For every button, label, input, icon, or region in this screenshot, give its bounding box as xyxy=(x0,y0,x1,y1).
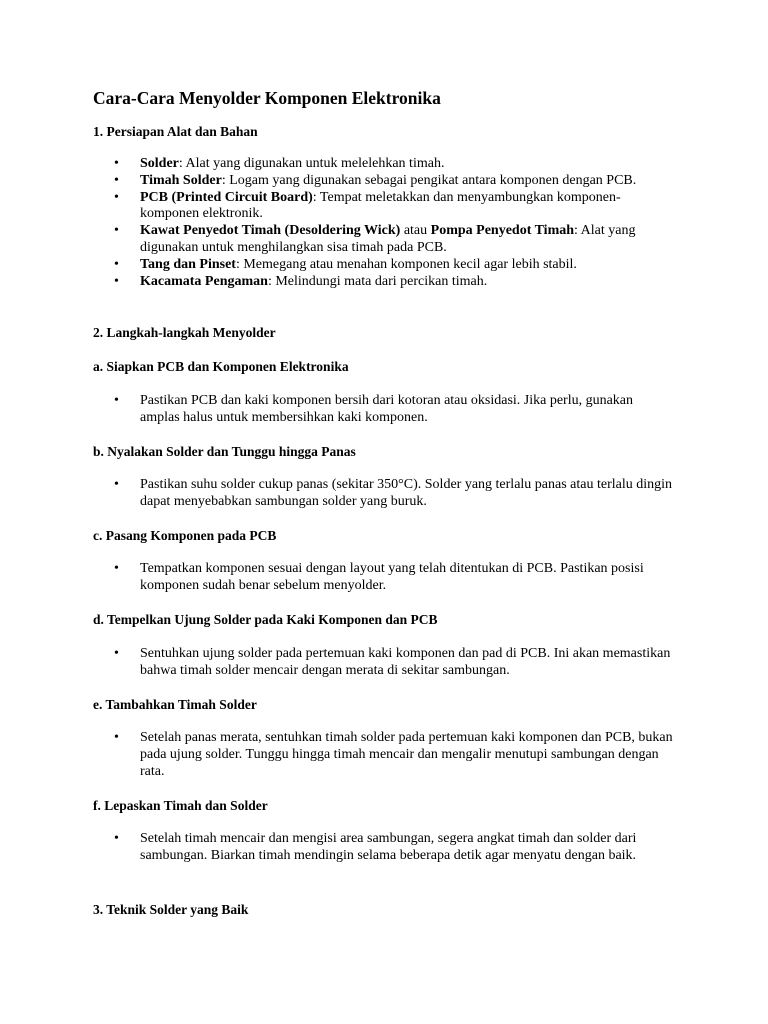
item-text: : Melindungi mata dari percikan timah. xyxy=(267,273,488,289)
item-text: : Logam yang digunakan sebagai pengikat antara komponen dengan PCB. xyxy=(221,172,637,188)
list-item xyxy=(114,257,674,274)
item-text: Tempatkan komponen sesuai dengan layout yang telah ditentukan di PCB. Pastikan posisi komponen sudah benar sebelum menyolder. xyxy=(140,561,644,593)
item-text: Setelah timah mencair dan mengisi area sambungan, segera angkat timah dan solder dari sambungan. Biarkan timah mendingin selama beberapa detik agar menyatu dengan baik. xyxy=(140,831,637,863)
item-term: Timah Solder xyxy=(140,172,222,188)
item-connector: atau xyxy=(400,223,431,239)
item-text: Setelah panas merata, sentuhkan timah solder pada pertemuan kaki komponen dan PCB, bukan pada ujung solder. Tunggu hingga timah mencair dan mengalir menutupi sambungan dengan rata. xyxy=(140,730,673,779)
item-text: : Tempat meletakkan dan menyambungkan komponen-komponen elektronik. xyxy=(140,189,621,222)
bullet-icon: • xyxy=(114,477,119,492)
bullet-icon: • xyxy=(114,561,119,576)
bullet-icon: • xyxy=(114,189,119,205)
bullet-icon: • xyxy=(114,646,119,661)
item-text: : Alat yang digunakan untuk menghilangkan sisa timah pada PCB. xyxy=(140,223,636,255)
section-heading-langkah: 2. Langkah-langkah Menyolder xyxy=(93,325,276,340)
item-term: Kawat Penyedot Timah (Desoldering Wick) xyxy=(140,223,401,239)
page-title: Cara-Cara Menyolder Komponen Elektronika xyxy=(93,88,441,108)
item-text: Sentuhkan ujung solder pada pertemuan kaki komponen dan pad di PCB. Ini akan memastikan bahwa timah solder mencair dengan merata di sekitar sambungan. xyxy=(140,646,671,678)
item-text: : Alat yang digunakan untuk melelehkan timah. xyxy=(178,156,445,171)
bullet-icon: • xyxy=(114,172,119,188)
step-heading-f: f. Lepaskan Timah dan Solder xyxy=(93,798,268,813)
list-item xyxy=(114,393,674,427)
step-heading-b: b. Nyalakan Solder dan Tunggu hingga Panas xyxy=(93,444,356,459)
list-item xyxy=(114,477,674,511)
list-item xyxy=(114,831,674,865)
list-item xyxy=(114,173,674,190)
bullet-icon: • xyxy=(114,730,119,745)
step-heading-c: c. Pasang Komponen pada PCB xyxy=(93,528,277,543)
item-text: : Memegang atau menahan komponen kecil agar lebih stabil. xyxy=(235,256,577,272)
item-term: PCB (Printed Circuit Board) xyxy=(140,189,313,205)
step-list-d xyxy=(114,646,674,680)
step-list-a xyxy=(114,393,674,427)
item-term: Tang dan Pinset xyxy=(140,256,236,272)
list-item xyxy=(114,646,674,680)
item-text: Pastikan suhu solder cukup panas (sekitar 350°C). Solder yang terlalu panas atau terlalu dingin dapat menyebabkan sambungan solder yang buruk. xyxy=(140,477,673,509)
item-term: Solder xyxy=(140,156,179,171)
item-term: Kacamata Pengaman xyxy=(140,273,268,289)
list-item xyxy=(114,156,674,173)
section-heading-teknik: 3. Teknik Solder yang Baik xyxy=(93,902,249,917)
bullet-icon: • xyxy=(114,831,119,846)
section-heading-persiapan: 1. Persiapan Alat dan Bahan xyxy=(93,124,258,139)
list-item xyxy=(114,561,674,595)
tools-list xyxy=(114,156,674,290)
step-heading-e: e. Tambahkan Timah Solder xyxy=(93,697,257,712)
list-item xyxy=(114,274,674,291)
bullet-icon: • xyxy=(114,223,119,239)
item-text: Pastikan PCB dan kaki komponen bersih dari kotoran atau oksidasi. Jika perlu, gunakan amplas halus untuk membersihkan kaki komponen. xyxy=(140,393,634,425)
step-list-c xyxy=(114,561,674,595)
step-list-f xyxy=(114,831,674,865)
bullet-icon: • xyxy=(114,156,119,171)
list-item xyxy=(114,730,674,780)
bullet-icon: • xyxy=(114,273,119,289)
step-heading-d: d. Tempelkan Ujung Solder pada Kaki Komponen dan PCB xyxy=(93,612,438,627)
step-list-b xyxy=(114,477,674,511)
step-heading-a: a. Siapkan PCB dan Komponen Elektronika xyxy=(93,359,349,374)
bullet-icon: • xyxy=(114,393,119,408)
list-item xyxy=(114,190,674,224)
step-list-e xyxy=(114,730,674,780)
list-item xyxy=(114,223,674,257)
bullet-icon: • xyxy=(114,256,119,272)
item-term-secondary: Pompa Penyedot Timah xyxy=(430,223,575,239)
